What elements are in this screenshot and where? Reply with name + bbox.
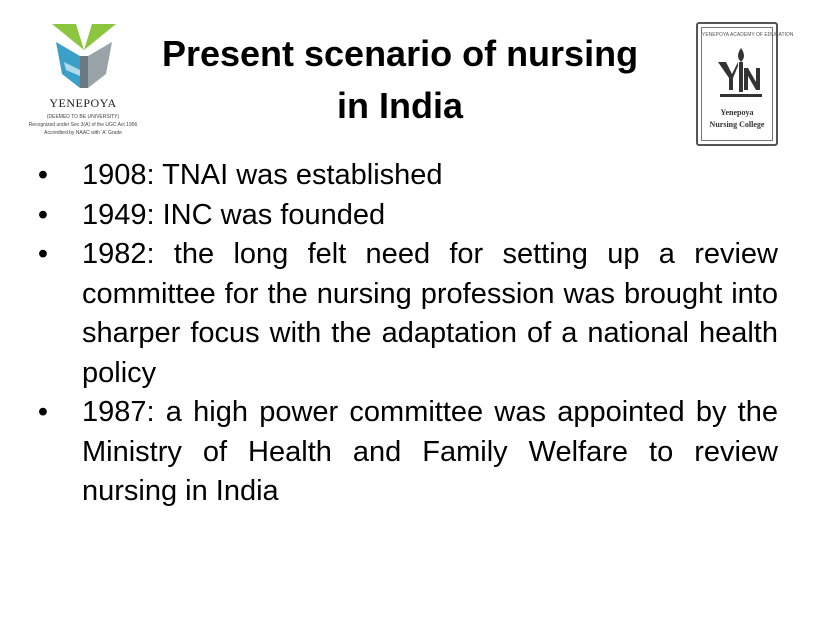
bullet-icon: • <box>37 396 49 428</box>
logo-arc-text: YENEPOYA ACADEMY OF EDUCATION <box>702 32 794 38</box>
bullet-item <box>28 196 778 236</box>
slide-title-line: in India <box>337 85 463 126</box>
bullet-item <box>28 156 778 196</box>
logo-fine-print: Recognized under Sec 3(A) of the UGC Act 1956 <box>28 122 138 128</box>
logo-fine-print: (DEEMED TO BE UNIVERSITY) <box>46 114 120 120</box>
bullet-list <box>28 156 778 512</box>
slide-title <box>120 28 680 132</box>
bullet-text: 1949: INC was founded <box>82 198 386 231</box>
bullet-item <box>28 235 778 393</box>
yenepoya-shield-icon <box>46 22 122 92</box>
logo-text-line: Yenepoya <box>720 108 754 117</box>
bullet-text: 1987: a high power committee was appointed by the Ministry of Health and Family Welfare to review nursing in India <box>82 396 778 507</box>
bullet-icon: • <box>37 238 49 270</box>
logo-name: YENEPOYA <box>49 96 117 110</box>
bullet-text: 1908: TNAI was established <box>82 159 443 191</box>
logo-frame <box>701 27 794 141</box>
bullet-text: 1982: the long felt need for setting up a review committee for the nursing profession was brought into sharper focus with the adaptation of a national health policy <box>82 238 778 389</box>
logo-fine-print: Accredited by NAAC with 'A' Grade <box>44 130 122 136</box>
bullet-item <box>28 393 778 512</box>
slide-title-line: Present scenario of nursing <box>161 33 639 74</box>
bullet-icon: • <box>37 198 49 231</box>
logo-text-line: Nursing College <box>709 120 765 129</box>
nursing-college-logo <box>696 22 794 146</box>
ync-monogram-icon <box>712 44 770 100</box>
bullet-icon: • <box>37 159 49 191</box>
